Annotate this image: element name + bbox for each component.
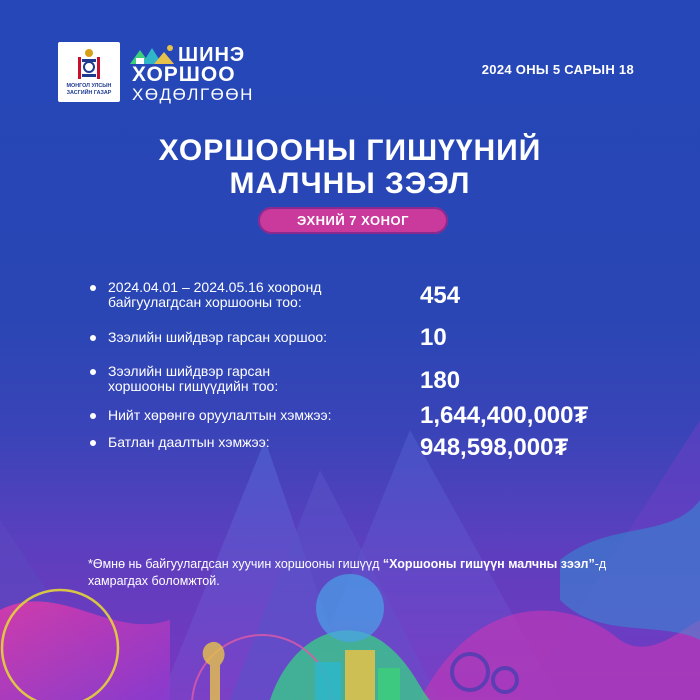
building-shape [378, 668, 400, 700]
stat-label [108, 435, 408, 450]
period-badge: ЭХНИЙ 7 ХОНОГ [258, 207, 448, 234]
stat-label-line: байгуулагдсан хоршооны тоо: [108, 294, 302, 310]
title-line: МАЛЧНЫ ЗЭЭЛ [229, 167, 471, 200]
footnote-text: *Өмнө нь байгуулагдсан хуучин хоршооны гишүүд [88, 557, 383, 571]
logo-text: ХӨДӨЛГӨӨН [132, 85, 254, 104]
stat-value: 1,644,400,000₮ [420, 402, 589, 429]
stat-label-line: Нийт хөрөнгө оруулалтын хэмжээ: [108, 407, 332, 423]
title-line: ХОРШООНЫ ГИШҮҮНИЙ [158, 134, 542, 167]
emblem-caption: ЗАСГИЙН ГАЗАР [66, 90, 112, 96]
ger-landscape-icon [130, 44, 176, 64]
stat-label [108, 330, 408, 345]
bullet-icon [90, 285, 96, 291]
stat-value: 180 [420, 367, 461, 394]
emblem-caption: МОНГОЛ УЛСЫН [66, 83, 112, 89]
stat-value: 454 [420, 282, 461, 309]
stat-label-line: хоршооны гишүүдийн тоо: [108, 378, 279, 394]
date-label: 2024 ОНЫ 5 САРЫН 18 [481, 62, 634, 77]
stat-label-line: 2024.04.01 – 2024.05.16 хооронд [108, 279, 322, 295]
stat-value: 948,598,000₮ [420, 434, 569, 461]
footnote-text: -д хамрагдах боломжтой. [88, 557, 607, 588]
soyombo-icon [75, 47, 103, 81]
bullet-icon [90, 413, 96, 419]
government-emblem [58, 42, 120, 102]
page-title [0, 134, 700, 200]
stat-label-line: Зээлийн шийдвэр гарсан [108, 363, 271, 379]
bullet-icon [90, 335, 96, 341]
stat-label-line: Батлан даалтын хэмжээ: [108, 434, 270, 450]
building-shape [315, 662, 341, 700]
logo-text: ШИНЭ [178, 44, 246, 66]
building-shape [345, 650, 375, 700]
bullet-icon [90, 369, 96, 375]
stat-label-line: Зээлийн шийдвэр гарсан хоршоо: [108, 329, 328, 345]
bullet-icon [90, 440, 96, 446]
shine-khorshoo-logo [128, 42, 258, 104]
stat-label [108, 364, 408, 394]
logo-text: ХОРШОО [132, 63, 236, 86]
footnote [88, 556, 618, 590]
stat-label [108, 408, 408, 423]
stat-value: 10 [420, 324, 447, 351]
stat-label [108, 280, 408, 310]
wave-shape [0, 601, 170, 700]
footnote-highlight: “Хоршооны гишүүн малчны зээл” [382, 557, 595, 571]
